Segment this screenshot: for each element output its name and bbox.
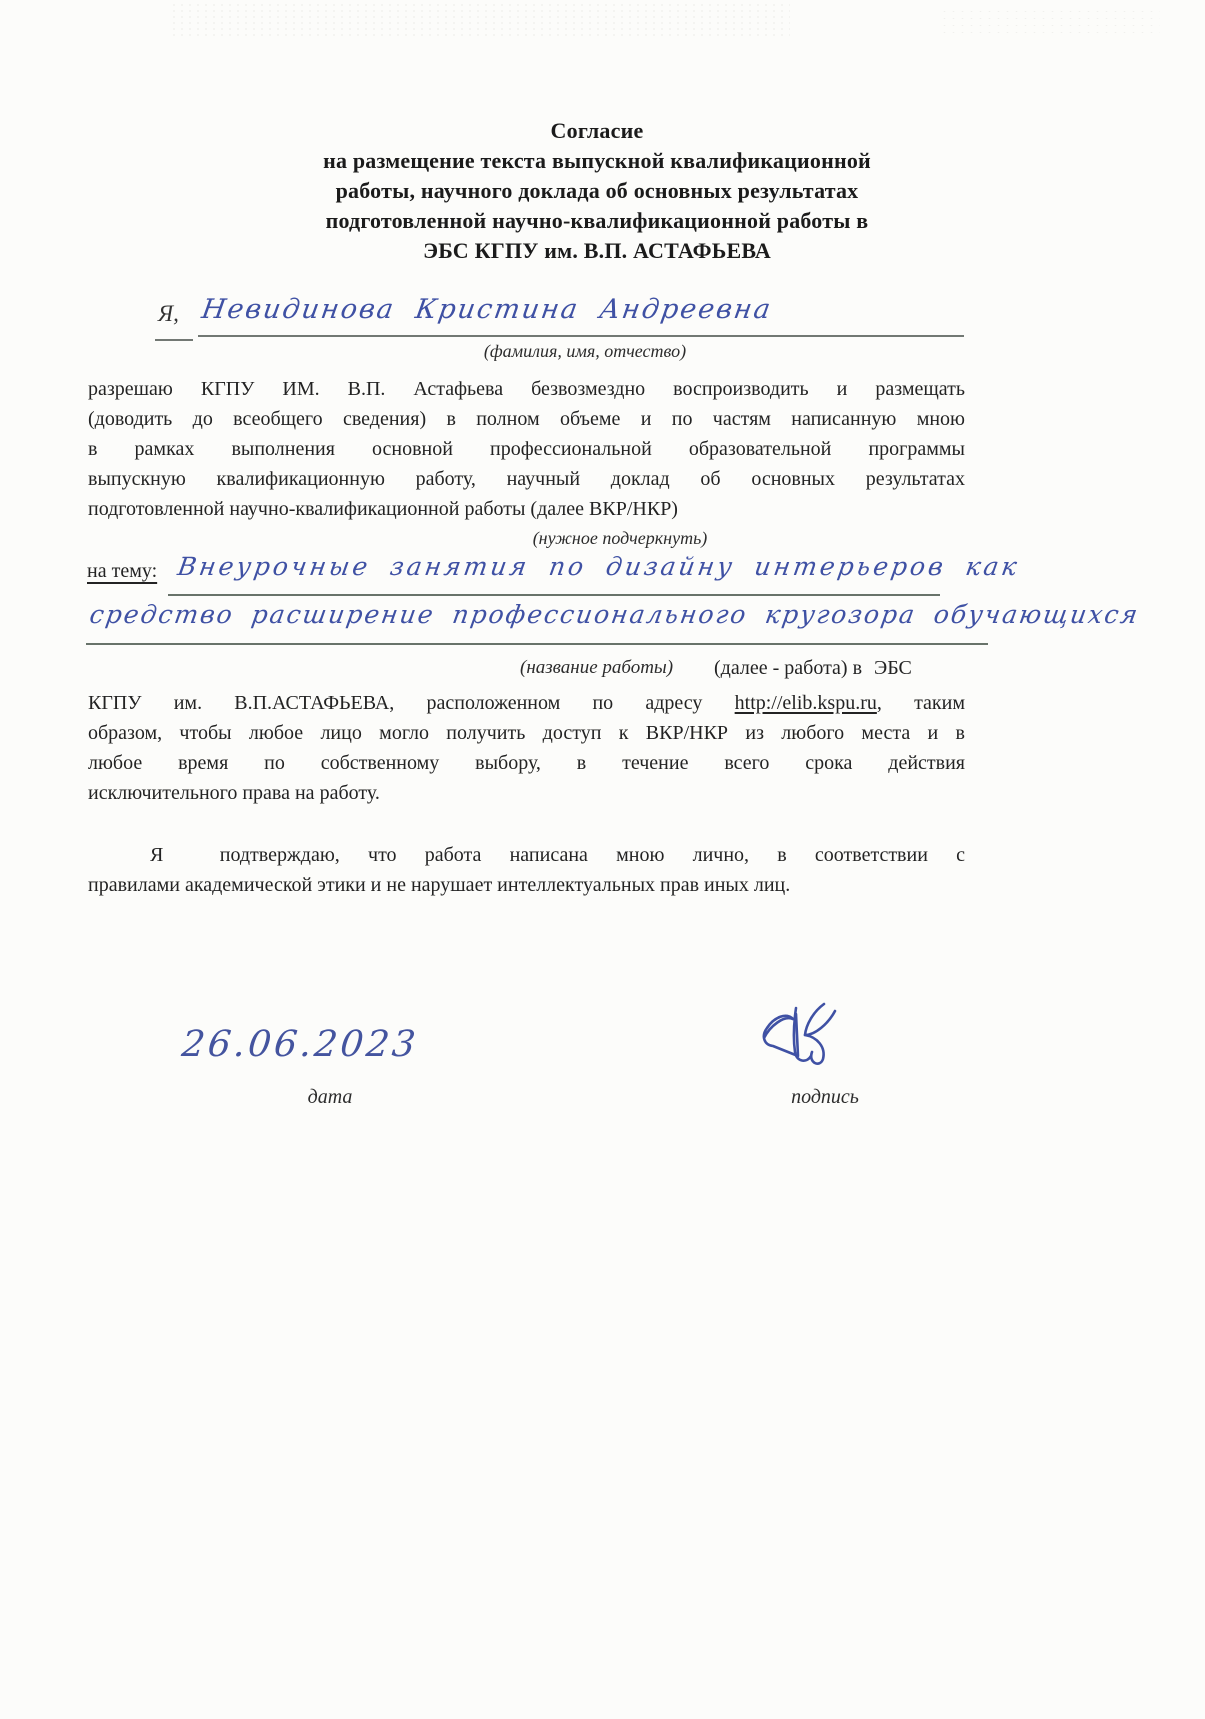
ebs-label: ЭБС xyxy=(874,657,912,679)
paragraph-line: выпускную квалификационную работу, научный доклад об основных результатах xyxy=(88,468,965,490)
title-line: работы, научного доклада об основных результатах xyxy=(335,178,859,203)
scan-noise-artifact xyxy=(170,2,790,38)
paragraph-line: любое время по собственному выбору, в течение всего срока действия xyxy=(88,752,965,774)
url-line-before: КГПУ им. В.П.АСТАФЬЕВА, расположенном по адресу xyxy=(88,692,735,714)
title-line: Согласие xyxy=(550,118,644,143)
url-line-after: , таким xyxy=(876,692,966,714)
title-line: подготовленной научно-квалификационной работы в xyxy=(325,208,869,233)
underline-note: (нужное подчеркнуть) xyxy=(532,528,708,548)
permission-paragraph xyxy=(88,374,965,524)
consent-title-block xyxy=(0,116,1194,266)
paragraph-line: (доводить до всеобщего сведения) в полном объеме и по частям написанную мною xyxy=(88,408,965,430)
signature-caption: подпись xyxy=(791,1086,859,1108)
date-caption: дата xyxy=(307,1086,353,1108)
paragraph-line: исключительного права на работу. xyxy=(88,782,380,804)
topic-handwritten-line-2: средство расширение профессионального кругозора обучающихся xyxy=(87,600,1142,629)
paragraph-line: разрешаю КГПУ ИМ. В.П. Астафьева безвозмездно воспроизводить и размещать xyxy=(88,378,965,400)
date-handwritten: 26.06.2023 xyxy=(179,1024,421,1065)
location-paragraph xyxy=(88,688,965,808)
name-underline xyxy=(198,335,964,337)
title-line: ЭБС КГПУ им. В.П. АСТАФЬЕВА xyxy=(423,238,771,263)
paragraph-line xyxy=(88,688,965,718)
signature-scribble xyxy=(752,998,856,1076)
paragraph-line: правилами академической этики и не нарушает интеллектуальных прав иных лиц. xyxy=(88,874,791,896)
work-title-suffix: (далее - работа) в xyxy=(714,657,863,679)
topic-underline-1 xyxy=(168,594,940,596)
topic-handwritten-line-1: Внеурочные занятия по дизайну интерьеров как xyxy=(175,552,1022,581)
title-line: на размещение текста выпускной квалификационной xyxy=(323,148,871,173)
work-title-caption: (название работы) xyxy=(520,657,674,678)
elib-url: http://elib.kspu.ru xyxy=(734,692,877,714)
fio-caption: (фамилия, имя, отчество) xyxy=(483,341,687,361)
scan-noise-artifact xyxy=(940,8,1160,38)
paragraph-line: Я подтверждаю, что работа написана мною лично, в соответствии с xyxy=(150,844,965,866)
declarant-prefix: Я, xyxy=(158,301,179,326)
paragraph-line: подготовленной научно-квалификационной работы (далее ВКР/НКР) xyxy=(88,498,678,520)
confirmation-paragraph xyxy=(88,840,965,900)
declarant-name-handwritten: Невидинова Кристина Андреевна xyxy=(199,294,775,325)
paragraph-line: образом, чтобы любое лицо могло получить доступ к ВКР/НКР из любого места и в xyxy=(88,722,965,744)
topic-label: на тему: xyxy=(87,560,158,582)
topic-underline-2 xyxy=(86,643,988,645)
name-underline xyxy=(155,339,193,341)
paragraph-line: в рамках выполнения основной профессиональной образовательной программы xyxy=(88,438,965,460)
